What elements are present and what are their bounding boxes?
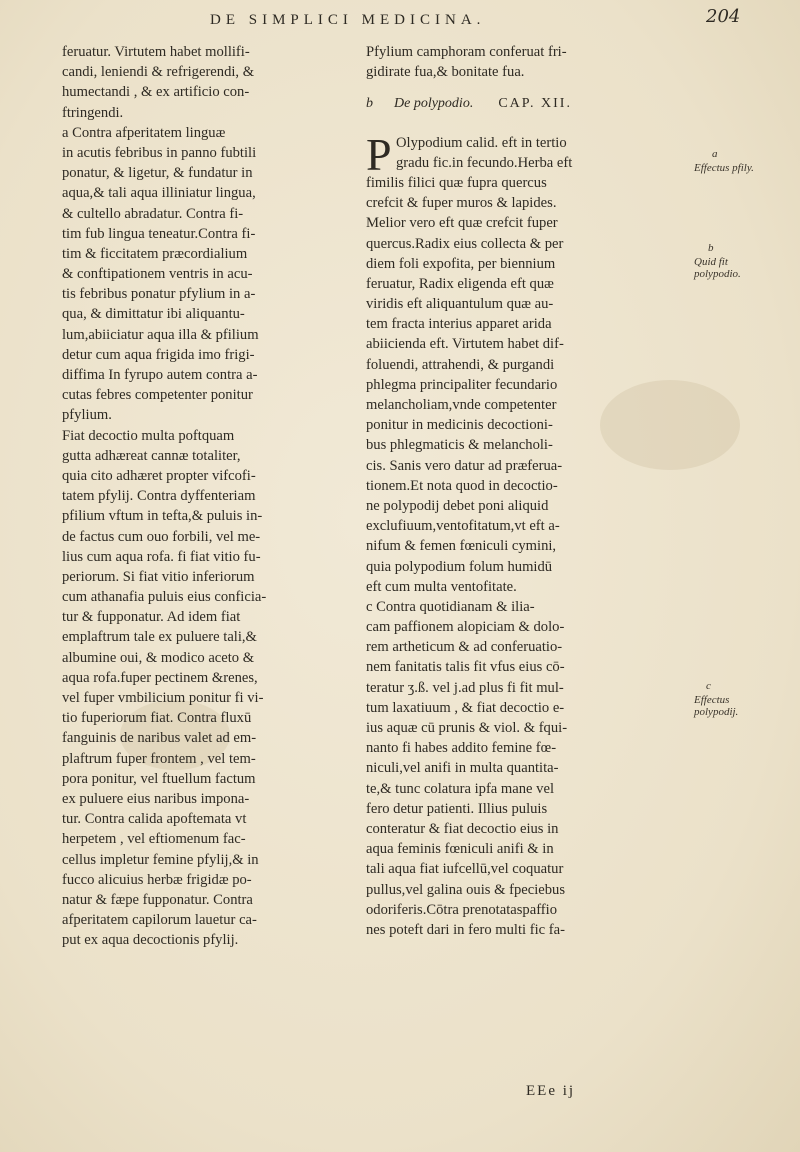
text-line: rem artheticum & ad conferuatio- (366, 639, 563, 656)
text-line: bus phlegmaticis & melancholi- (366, 437, 553, 454)
text-line: tionem.Et nota quod in decoctio- (366, 477, 558, 494)
chapter-marker: b (366, 96, 373, 112)
text-line: nes poteft dari in fero multi fic fa- (366, 921, 565, 938)
text-line: quia cito adhæret propter vifcofi- (62, 467, 256, 484)
text-line: in acutis febribus in panno fubtili (62, 144, 257, 161)
text-line: pora ponitur, vel ftuellum factum (62, 770, 256, 787)
text-line: tim fub lingua teneatur.Contra fi- (62, 225, 256, 242)
text-line: gidirate fua,& bonitate fua. (366, 64, 525, 81)
text-line: candi, leniendi & refrigerendi, & (62, 64, 255, 81)
text-line: fimilis filici quæ fupra quercus (366, 174, 547, 191)
text-line: nem fanitatis talis fit vfus eius cō- (366, 659, 565, 676)
text-line: Fiat decoctio multa poftquam (62, 427, 235, 444)
text-line: de factus cum ouo forbili, vel me- (62, 528, 261, 545)
text-line: put ex aqua decoctionis pfylij. (62, 932, 239, 949)
margin-note-letter: c (706, 680, 711, 692)
margin-note-letter: a (712, 148, 718, 160)
text-line: c Contra quotidianam & ilia- (366, 598, 535, 615)
text-line: tatem pfylij. Contra dyffenteriam (62, 488, 256, 505)
text-line: tali aqua fiat iufcellū,vel coquatur (366, 861, 564, 878)
text-line: diem foli expofita, per biennium (366, 255, 556, 272)
text-line: fanguinis de naribus valet ad em- (62, 730, 257, 747)
text-line: viridis eft aliquantulum quæ au- (366, 296, 554, 313)
text-line: nanto fi habes addito femine fœ- (366, 740, 557, 757)
text-line: fero detur patienti. Illius puluis (366, 800, 548, 817)
text-line: exclufiuum,ventofitatum,vt eft a- (366, 518, 560, 535)
text-line: pullus,vel galina ouis & fpeciebus (366, 881, 566, 898)
text-line: cis. Sanis vero datur ad præferua- (366, 457, 563, 474)
text-line: ne polypodij debet poni aliquid (366, 497, 549, 514)
text-line: quercus.Radix eius collecta & per (366, 235, 564, 252)
text-line: qua, & dimittatur ibi aliquantu- (62, 306, 245, 323)
text-line: melancholiam,vnde competenter (366, 397, 557, 414)
text-line: ftringendi. (62, 104, 124, 121)
text-line: albumine oui, & modico aceto & (62, 649, 255, 666)
text-line: & cultello abradatur. Contra fi- (62, 205, 244, 222)
text-line: fucco alicuius herbæ frigidæ po- (62, 871, 252, 888)
text-line: plaftrum fuper frontem , vel tem- (62, 750, 256, 767)
text-line: feruatur, Radix eligenda eft quæ (366, 275, 554, 292)
text-line: tio fuperiorum fiat. Contra fluxū (62, 710, 252, 727)
text-line: feruatur. Virtutem habet mollifi- (62, 44, 250, 60)
drop-cap-initial: P (366, 128, 392, 180)
text-line: tum laxatiuum , & fiat decoctio e- (366, 699, 565, 716)
text-line: aqua,& tali aqua illiniatur lingua, (62, 185, 256, 202)
text-line: Olypodium calid. eft in tertio (396, 134, 567, 151)
margin-note-effectus-polypodij: Effectus polypodij. (694, 694, 739, 718)
text-line: niculi,vel anifi in multa quantita- (366, 760, 559, 777)
text-line: tis febribus ponatur pfylium in a- (62, 286, 256, 303)
chapter-title: De polypodio. (394, 96, 474, 112)
text-line: ius aquæ cū prunis & viol. & fqui- (366, 720, 568, 737)
text-line: Pfylium camphoram conferuat fri- (366, 44, 567, 60)
text-line: lum,abiiciatur aqua illa & pfilium (62, 326, 259, 343)
text-line: nifum & femen fœniculi cymini, (366, 538, 557, 555)
chapter-heading (366, 94, 666, 114)
catchword-signature: EEe ij (526, 1083, 576, 1099)
text-line: cellus impletur femine pfylij,& in (62, 851, 259, 868)
text-line: teratur ʒ.ß. vel j.ad plus fi fit mul- (366, 679, 564, 696)
margin-note-quid-sit: Quid fit polypodio. (694, 256, 741, 280)
text-line: cam paffionem alopiciam & dolo- (366, 619, 565, 636)
text-line: tim & ficcitatem præcordialium (62, 245, 248, 262)
text-line: cutas febres competenter ponitur (62, 387, 253, 404)
chapter-number: CAP. XII. (498, 96, 572, 112)
text-line: lius cum aqua rofa. fi fiat vitio fu- (62, 548, 261, 565)
left-text-column (62, 42, 342, 950)
text-line: ponitur in medicinis decoctioni- (366, 417, 553, 434)
text-line: diffima In fyrupo autem contra a- (62, 367, 258, 383)
text-line: aqua feminis fœniculi anifi & in (366, 841, 554, 858)
text-line: te,& tunc colatura ipfa mane vel (366, 780, 555, 797)
text-line: ex puluere eius naribus impona- (62, 790, 250, 807)
text-line: eft cum multa ventofitate. (366, 578, 517, 595)
right-text-column (366, 42, 666, 940)
text-line: periorum. Si fiat vitio inferiorum (62, 568, 255, 585)
text-line: ponatur, & ligetur, & fundatur in (62, 165, 253, 182)
text-line: Melior vero eft quæ crefcit fuper (366, 215, 558, 232)
text-line: a Contra afperitatem linguæ (62, 124, 226, 141)
text-line: crefcit & fuper muros & lapides. (366, 195, 557, 212)
right-column-body-text (366, 128, 666, 941)
text-line: humectandi , & ex artificio con- (62, 84, 250, 101)
text-line: quia polypodium folum humidū (366, 558, 553, 575)
text-line: vel fuper vmbilicium ponitur fi vi- (62, 690, 264, 706)
margin-note-letter: b (708, 242, 714, 254)
text-line: herpetem , vel eftiomenum fac- (62, 831, 246, 848)
text-line: conteratur & fiat decoctio eius in (366, 820, 559, 837)
text-line: aqua rofa.fuper pectinem &renes, (62, 669, 258, 686)
text-line: detur cum aqua frigida imo frigi- (62, 346, 255, 363)
text-line: odoriferis.Cōtra prenotataspaffio (366, 901, 558, 918)
text-line: tem fracta interius apparet arida (366, 316, 552, 333)
text-line: afperitatem capilorum lauetur ca- (62, 912, 257, 929)
text-line: tur. Contra calida apoftemata vt (62, 811, 247, 828)
right-column-top-text (366, 42, 666, 82)
page-number: 204 (706, 6, 741, 27)
text-line: abiicienda eft. Virtutem habet dif- (366, 336, 564, 353)
text-line: natur & fæpe fupponatur. Contra (62, 891, 253, 908)
text-line: gradu fic.in fecundo.Herba eft (396, 154, 573, 171)
running-head: DE SIMPLICI MEDICINA. (210, 12, 486, 28)
text-line: pfylium. (62, 407, 112, 424)
text-line: phlegma principaliter fecundario (366, 376, 558, 393)
text-line: cum athanafia puluis eius conficia- (62, 589, 267, 606)
text-line: & conftipationem ventris in acu- (62, 266, 253, 283)
margin-note-effectus-psyllium: Effectus pfily. (694, 162, 754, 174)
text-line: emplaftrum tale ex puluere tali,& (62, 629, 257, 646)
text-line: pfilium vftum in tefta,& puluis in- (62, 508, 263, 525)
text-line: foluendi, attrahendi, & purgandi (366, 356, 555, 373)
text-line: gutta adhæreat cannæ totaliter, (62, 447, 241, 464)
text-line: tur & fupponatur. Ad idem fiat (62, 609, 241, 626)
